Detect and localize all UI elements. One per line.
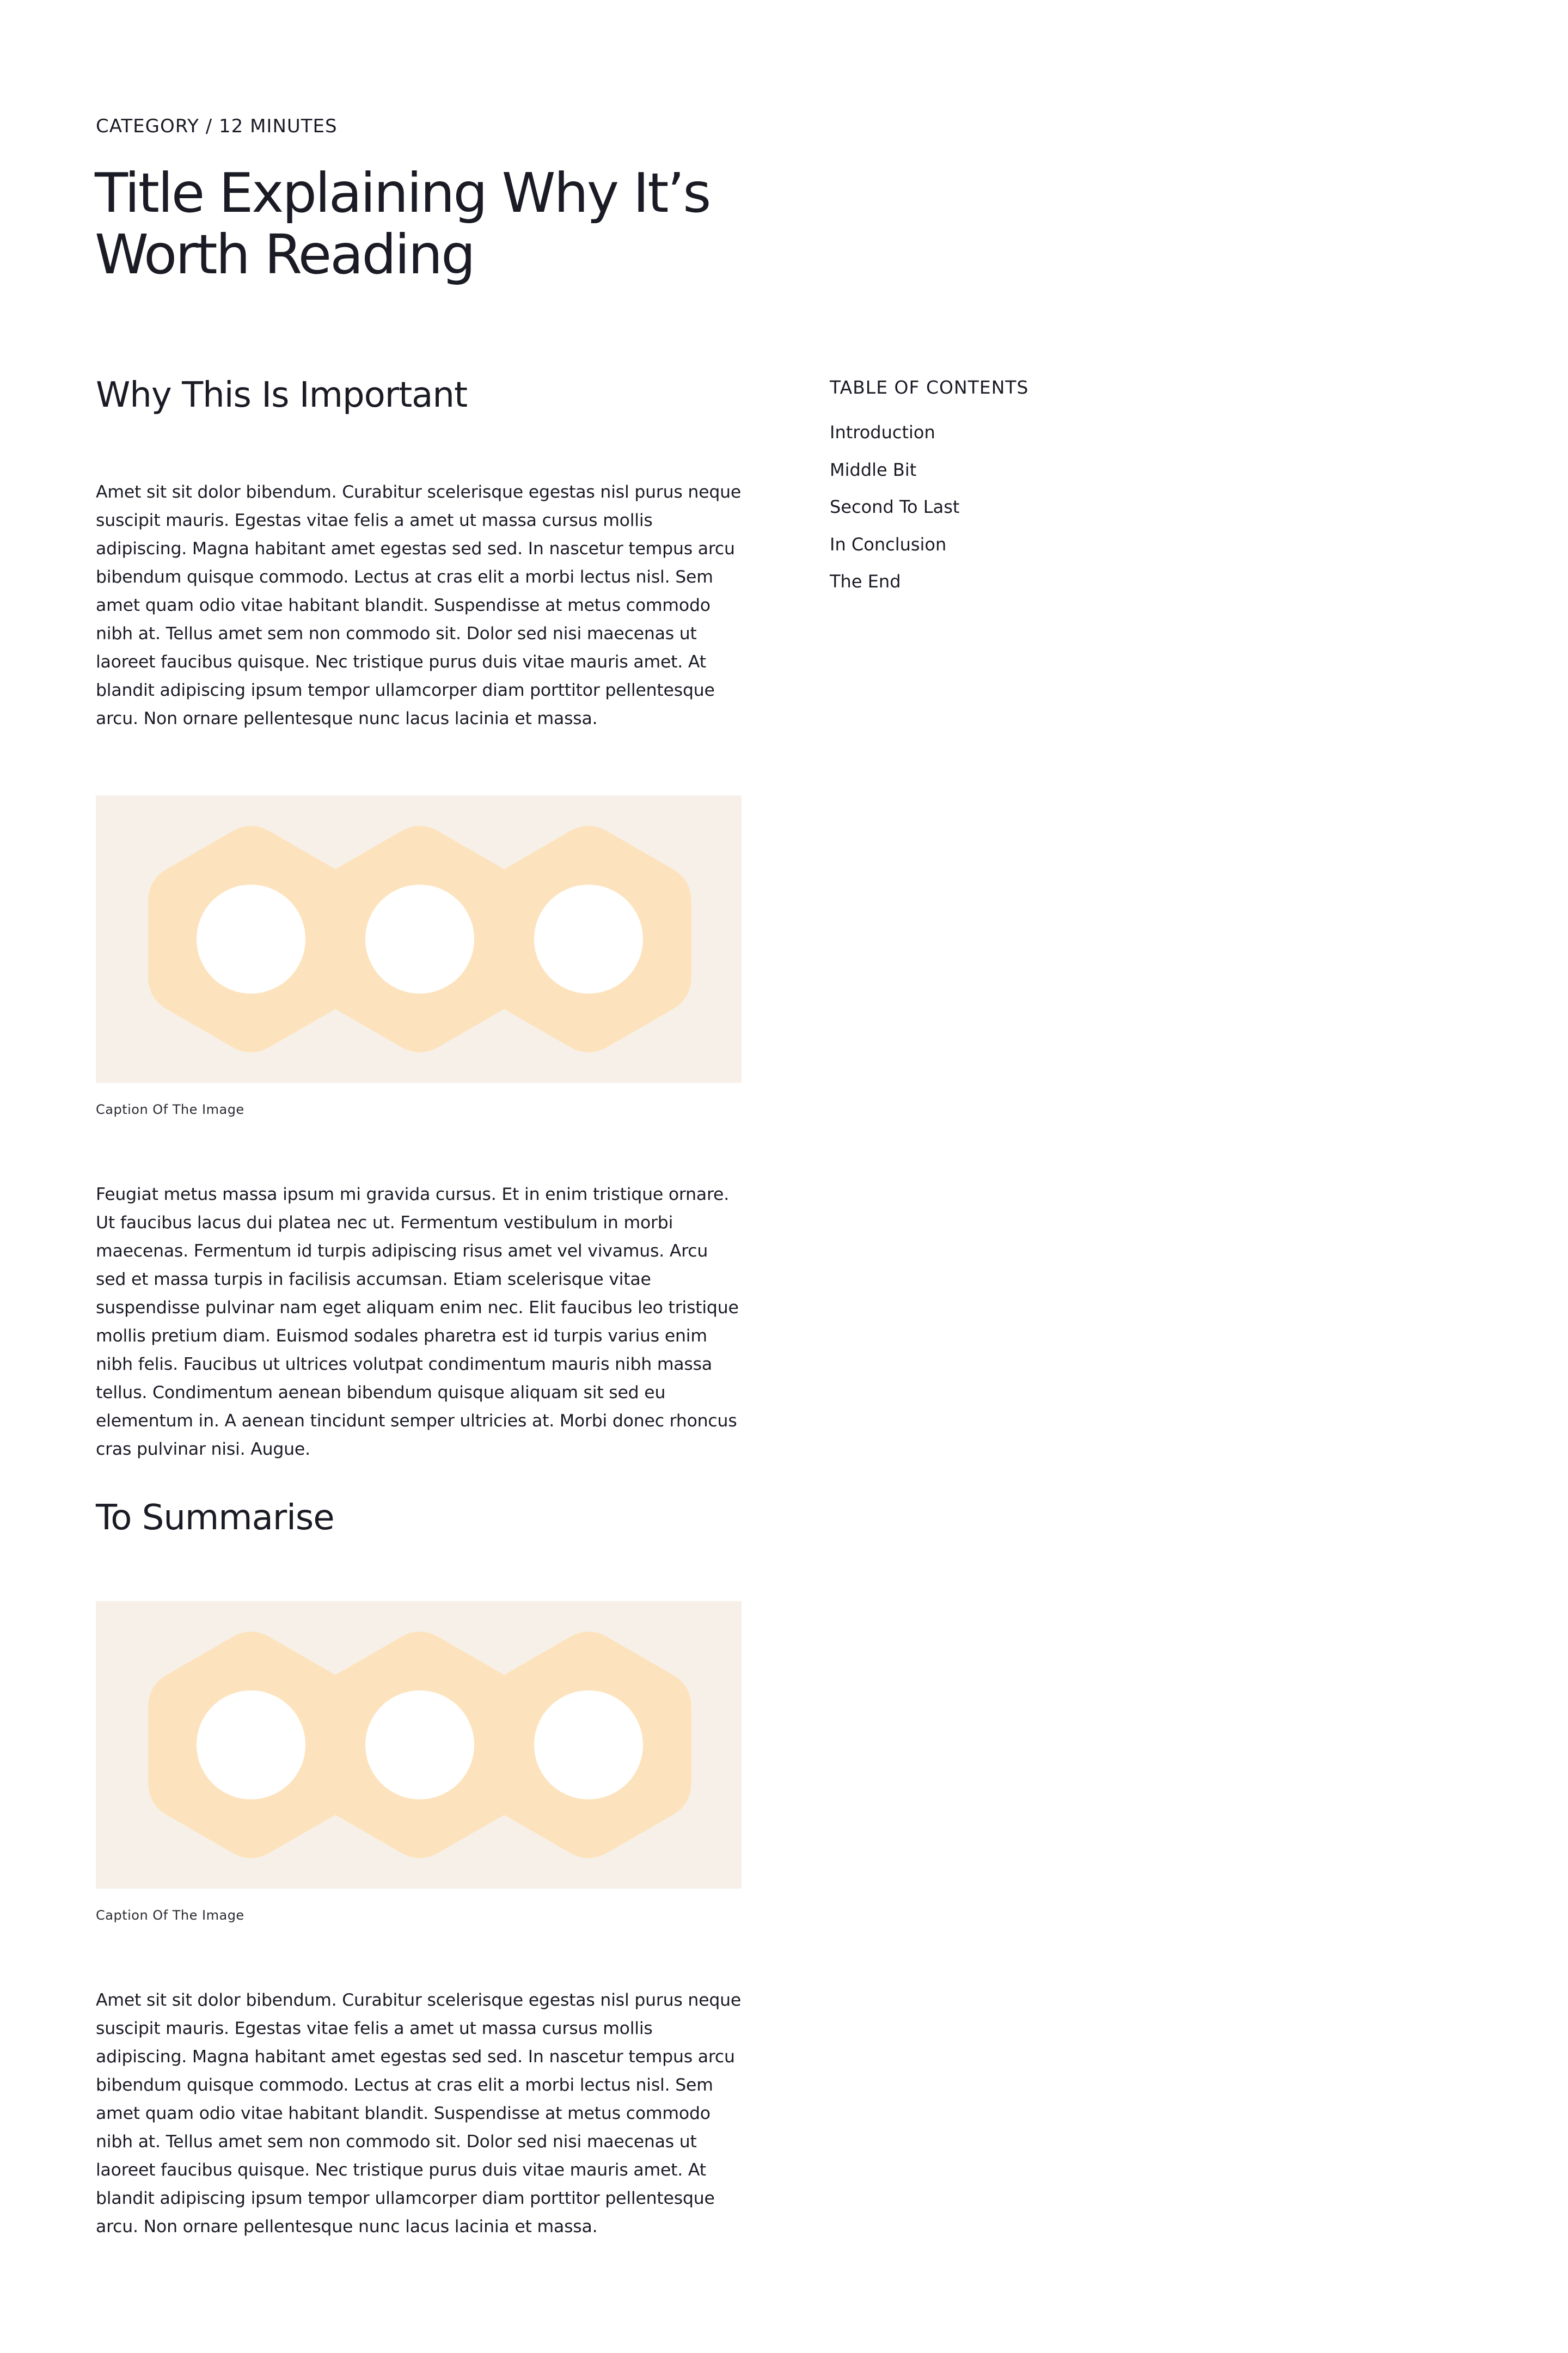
figure-1 [96, 795, 742, 1119]
toc-link-the-end[interactable]: The End [830, 571, 901, 592]
hexagon-nut-illustration [96, 795, 742, 1083]
section-heading-important: Why This Is Important [96, 375, 468, 415]
hexagon-hole [197, 885, 305, 994]
category-reading-time: CATEGORY / 12 MINUTES [96, 115, 338, 137]
figure-2 [96, 1601, 742, 1925]
table-of-contents [830, 376, 1156, 607]
hexagon-hole [365, 1690, 474, 1799]
page-title: Title Explaining Why It’s Worth Reading [95, 161, 710, 286]
toc-list [830, 420, 1156, 593]
hexagon-nut-illustration [96, 1601, 742, 1889]
toc-link-introduction[interactable]: Introduction [830, 422, 935, 443]
toc-link-second-to-last[interactable]: Second To Last [830, 497, 960, 517]
figure-caption: Caption Of The Image [96, 1908, 244, 1923]
toc-link-in-conclusion[interactable]: In Conclusion [830, 534, 947, 555]
paragraph-intro: Amet sit sit dolor bibendum. Curabitur scelerisque egestas nisl purus neque suscipit mauris. Egestas vitae felis a amet ut massa cursus mollis adipiscing. Magna habitant amet egestas sed sed. In nascetur tempus arcu bibendum quisque commodo. Lectus at cras elit a morbi lectus nisl. Sem amet quam odio vitae habitant blandit. Suspendisse at metus commodo nibh at. Tellus amet sem non commodo sit. Dolor sed nisi maecenas ut laoreet faucibus quisque. Nec tristique purus duis vitae mauris amet. At blandit adipiscing ipsum tempor ullamcorper diam porttitor pellentesque arcu. Non ornare pellentesque nunc lacus lacinia et massa. [96, 482, 742, 728]
toc-link-middle-bit[interactable]: Middle Bit [830, 459, 917, 480]
hexagon-hole [534, 885, 643, 994]
hexagon-hole [365, 885, 474, 994]
toc-heading: TABLE OF CONTENTS [830, 377, 1029, 398]
paragraph-summary: Amet sit sit dolor bibendum. Curabitur scelerisque egestas nisl purus neque suscipit mauris. Egestas vitae felis a amet ut massa cursus mollis adipiscing. Magna habitant amet egestas sed sed. In nascetur tempus arcu bibendum quisque commodo. Lectus at cras elit a morbi lectus nisl. Sem amet quam odio vitae habitant blandit. Suspendisse at metus commodo nibh at. Tellus amet sem non commodo sit. Dolor sed nisi maecenas ut laoreet faucibus quisque. Nec tristique purus duis vitae mauris amet. At blandit adipiscing ipsum tempor ullamcorper diam porttitor pellentesque arcu. Non ornare pellentesque nunc lacus lacinia et massa. [96, 1990, 742, 2236]
figure-caption: Caption Of The Image [96, 1102, 244, 1117]
hexagon-hole [534, 1690, 643, 1799]
paragraph-body: Feugiat metus massa ipsum mi gravida cursus. Et in enim tristique ornare. Ut faucibus lacus dui platea nec ut. Fermentum vestibulum in morbi maecenas. Fermentum id turpis adipiscing risus amet vel vivamus. Arcu sed et massa turpis in facilisis accumsan. Etiam scelerisque vitae suspendisse pulvinar nam eget aliquam enim nec. Elit faucibus leo tristique mollis pretium diam. Euismod sodales pharetra est id turpis varius enim nibh felis. Faucibus ut ultrices volutpat condimentum mauris nibh massa tellus. Condimentum aenean bibendum quisque aliquam sit sed eu elementum in. A aenean tincidunt semper ultricies at. Morbi donec rhoncus cras pulvinar nisi. Augue. [96, 1185, 739, 1459]
hexagon-hole [197, 1690, 305, 1799]
section-heading-summarise: To Summarise [96, 1498, 334, 1538]
